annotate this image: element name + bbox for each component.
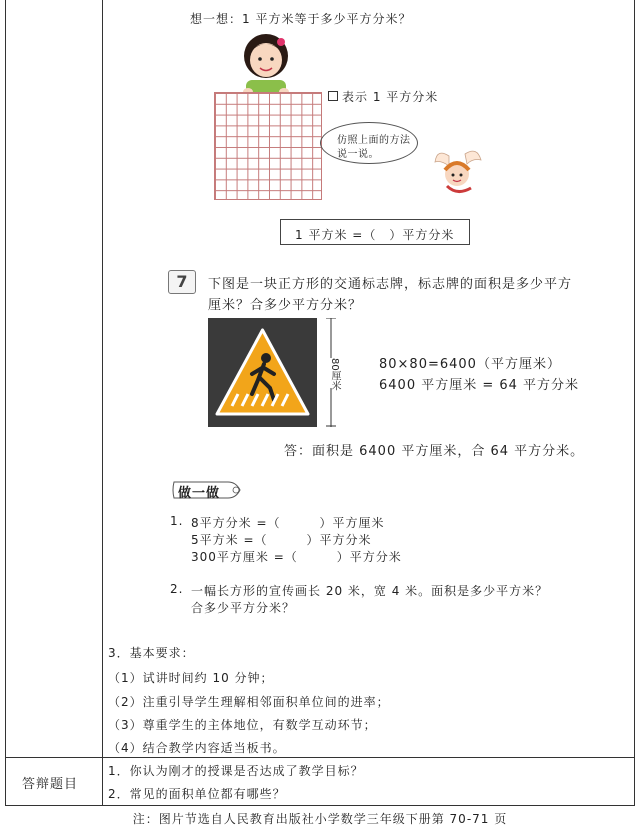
q1-b: 5平方米 =（ ）平方分米 bbox=[191, 533, 372, 547]
defense-question-1: 1．你认为刚才的授课是否达成了教学目标？ bbox=[108, 764, 364, 778]
example-number-badge bbox=[168, 270, 196, 294]
requirement-item-3: （3）尊重学生的主体地位，有数学互动环节； bbox=[108, 718, 377, 732]
q1-a: 8平方分米 =（ ）平方厘米 bbox=[191, 516, 385, 530]
exercise-title: 做一做 bbox=[178, 486, 221, 501]
example-number: 7 bbox=[176, 272, 188, 291]
example-line-1: 下图是一块正方形的交通标志牌，标志牌的面积是多少平方 bbox=[208, 277, 573, 292]
requirement-item-2: （2）注重引导学生理解相邻面积单位间的进率； bbox=[108, 695, 390, 709]
q1-c: 300平方厘米 =（ ）平方分米 bbox=[191, 550, 402, 564]
requirement-item-4: （4）结合教学内容适当板书。 bbox=[108, 741, 286, 755]
q1-number: 1. bbox=[170, 514, 184, 528]
speech-bubble bbox=[320, 122, 418, 164]
legend-label: 表示 1 平方分米 bbox=[342, 90, 439, 104]
footer-note: 注：图片节选自人民教育出版社小学数学三年级下册第 70-71 页 bbox=[132, 812, 508, 826]
defense-question-2: 2．常见的面积单位都有哪些？ bbox=[108, 787, 286, 801]
unit-square-legend bbox=[328, 91, 338, 101]
example-line-2: 厘米？合多少平方分米？ bbox=[208, 298, 363, 313]
q2-number: 2. bbox=[170, 582, 184, 596]
q2-line-2: 合多少平方分米？ bbox=[191, 601, 296, 615]
girl-illustration bbox=[236, 30, 296, 96]
defense-label: 答辩题目 bbox=[22, 777, 79, 792]
q2-line-1: 一幅长方形的宣传画长 20 米，宽 4 米。面积是多少平方米？ bbox=[191, 584, 549, 598]
calc-line-1: 80×80=6400（平方厘米） bbox=[379, 357, 561, 372]
column-divider bbox=[102, 0, 103, 806]
example-answer: 答：面积是 6400 平方厘米，合 64 平方分米。 bbox=[284, 444, 585, 459]
think-question: 想一想：1 平方米等于多少平方分米？ bbox=[190, 12, 412, 26]
lesson-sheet bbox=[5, 0, 635, 806]
formula-box bbox=[280, 219, 470, 245]
bubble-line-2: 说一说。 bbox=[337, 149, 379, 160]
requirement-item-1: （1）试讲时间约 10 分钟； bbox=[108, 671, 274, 685]
calc-line-2: 6400 平方厘米 = 64 平方分米 bbox=[379, 378, 580, 393]
requirements-heading: 3．基本要求： bbox=[108, 646, 195, 660]
formula-text: 1 平方米 =（ ）平方分米 bbox=[295, 228, 455, 242]
measure-label: 80厘米 bbox=[329, 358, 340, 391]
row-divider bbox=[6, 757, 634, 758]
bubble-line-1: 仿照上面的方法 bbox=[337, 135, 411, 146]
square-meter-grid bbox=[214, 92, 322, 200]
angel-illustration bbox=[431, 148, 487, 198]
pedestrian-crossing-sign bbox=[208, 318, 317, 427]
